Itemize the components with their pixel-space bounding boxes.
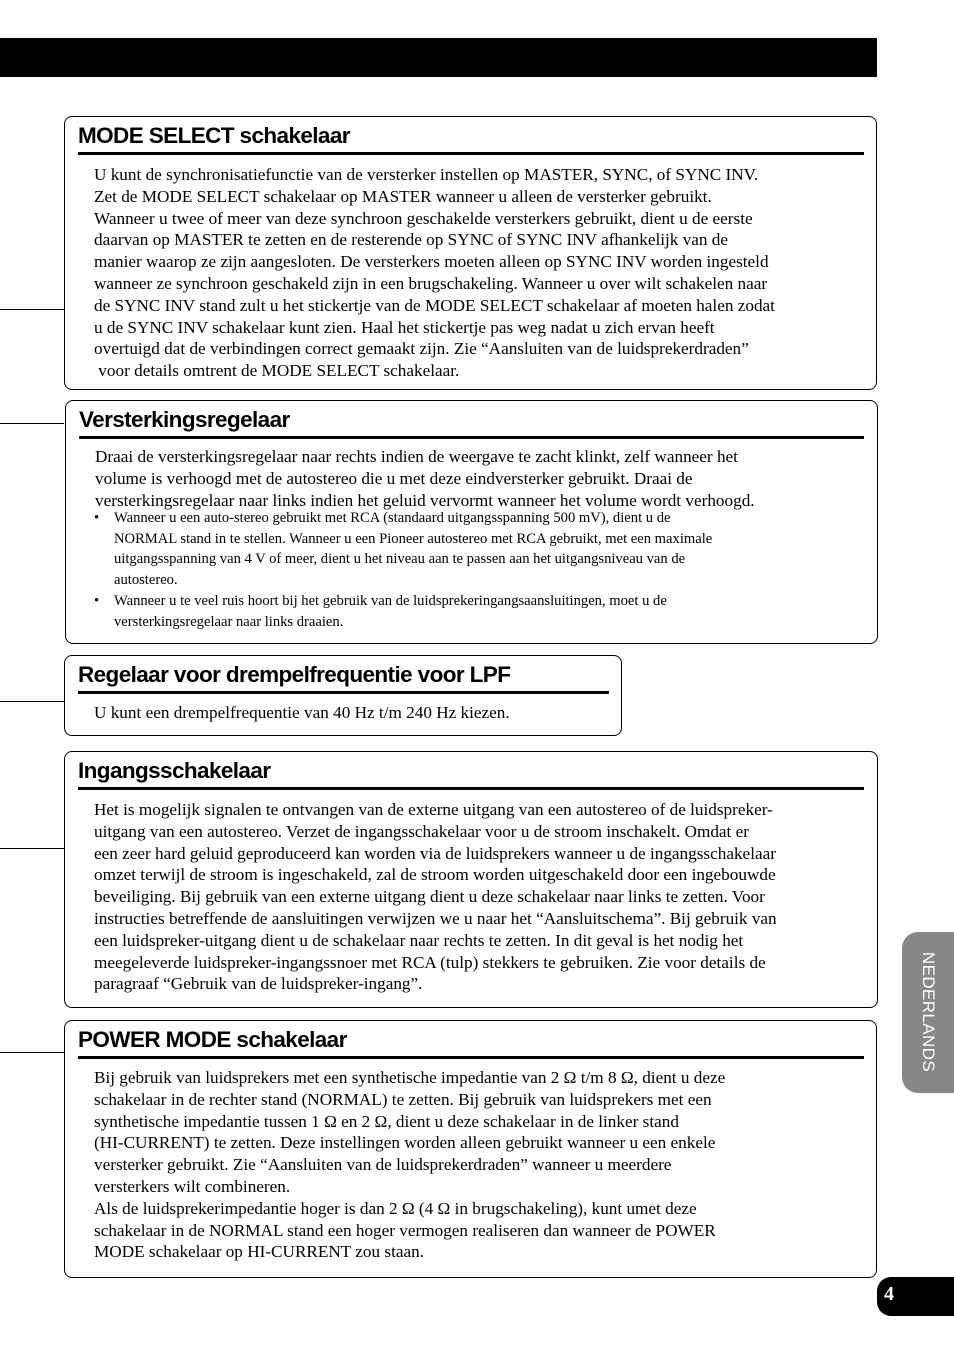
bullet-line: uitgangsspanning van 4 V of meer, dient u het niveau aan te passen aan het uitgangsniveau van de [114, 551, 686, 568]
margin-rule [0, 423, 64, 424]
body-line: daarvan op MASTER te zetten en de resterende op SYNC of SYNC INV afhankelijk van de [94, 230, 729, 250]
body-line: versterkingsregelaar naar links indien het geluid vervormt wanneer het volume wordt verhoogd. [95, 490, 755, 510]
bullet-line: versterkingsregelaar naar links draaien. [114, 613, 344, 630]
section-body [94, 702, 510, 724]
margin-rule [0, 309, 64, 310]
bullet-line: autostereo. [114, 572, 178, 589]
section-body [94, 799, 777, 995]
bullet-item [94, 508, 712, 591]
bullet-line: NORMAL stand in te stellen. Wanneer u een Pioneer autostereo met RCA gebruikt, met een maximale [114, 530, 713, 547]
body-line: de SYNC INV stand zult u het stickertje van de MODE SELECT schakelaar af moeten halen zodat [94, 295, 775, 315]
margin-rule [0, 848, 64, 849]
bullet-list [94, 508, 712, 632]
section-body [94, 164, 775, 382]
section-mode-select [64, 116, 877, 390]
body-line: overtuigd dat de verbindingen correct gemaakt zijn. Zie “Aansluiten van de luidsprekerdraden” [94, 339, 749, 359]
section-lpf [64, 655, 622, 736]
body-line: omzet terwijl de stroom is ingeschakeld, zal de stroom worden uitgeschakeld door een ingebouwde [94, 865, 776, 885]
body-line: een zeer hard geluid geproduceerd kan worden via de luidsprekers wanneer u de ingangsschakelaar [94, 843, 776, 863]
section-body [95, 446, 755, 511]
section-title: Versterkingsregelaar [79, 406, 864, 439]
body-line: wanneer ze synchroon geschakeld zijn in een brugschakeling. Wanneer u over wilt schakelen naar [94, 273, 768, 293]
bullet-item [94, 591, 712, 632]
section-input-switch [64, 751, 878, 1008]
body-line: een luidspreker-uitgang dient u de schakelaar naar rechts te zetten. In dit geval is het nodig het [94, 930, 744, 950]
page-number: 4 [884, 1283, 894, 1305]
bullet-symbol: • [94, 592, 100, 609]
bullet-line: Wanneer u een auto-stereo gebruikt met RCA (standaard uitgangsspanning 500 mV), dient u de [114, 510, 671, 526]
body-line: volume is verhoogd met de autostereo die u met deze eindversterker gebruikt. Draai de [95, 468, 693, 488]
section-gain-control [65, 400, 878, 644]
header-bar [0, 38, 877, 77]
body-line: uitgang van een autostereo. Verzet de ingangsschakelaar voor u de stroom inschakelt. Omdat er [94, 821, 749, 841]
body-line: Zet de MODE SELECT schakelaar op MASTER wanneer u alleen de versterker gebruikt. [94, 186, 712, 206]
body-line: schakelaar in de rechter stand (NORMAL) te zetten. Bij gebruik van luidsprekers met een [94, 1089, 712, 1109]
body-line: schakelaar in de NORMAL stand een hoger vermogen realiseren dan wanneer de POWER [94, 1220, 716, 1240]
body-line: Als de luidsprekerimpedantie hoger is dan 2 Ω (4 Ω in brugschakeling), kunt umet deze [94, 1198, 697, 1218]
bullet-line: Wanneer u te veel ruis hoort bij het gebruik van de luidsprekeringangsaansluitingen, moet u de [114, 592, 667, 609]
body-line: manier waarop ze zijn aangesloten. De versterkers moeten alleen op SYNC INV worden ingesteld [94, 252, 769, 272]
body-line: beveiliging. Bij gebruik van een externe uitgang dient u deze schakelaar naar links te zetten. Voor [94, 887, 765, 907]
section-title: POWER MODE schakelaar [78, 1026, 864, 1059]
body-line: Bij gebruik van luidsprekers met een synthetische impedantie van 2 Ω t/m 8 Ω, dient u deze [94, 1068, 726, 1087]
body-line: versterkers wilt combineren. [94, 1176, 291, 1196]
body-line: synthetische impedantie tussen 1 Ω en 2 Ω, dient u deze schakelaar in de linker stand [94, 1111, 679, 1131]
body-line: (HI-CURRENT) te zetten. Deze instellingen worden alleen gebruikt wanneer u een enkele [94, 1133, 716, 1153]
body-line: U kunt de synchronisatiefunctie van de versterker instellen op MASTER, SYNC, of SYNC INV. [94, 165, 759, 184]
body-line: versterker gebruikt. Zie “Aansluiten van de luidsprekerdraden” wanneer u meerdere [94, 1155, 672, 1175]
body-line: u de SYNC INV schakelaar kunt zien. Haal het stickertje pas weg nadat u zich ervan heeft [94, 317, 715, 337]
body-line: instructies betreffende de aansluitingen verwijzen we u naar het “Aansluitschema”. Bij gebruik van [94, 908, 777, 928]
section-title: Regelaar voor drempelfrequentie voor LPF [78, 661, 609, 694]
margin-rule [0, 1052, 64, 1053]
section-power-mode [64, 1020, 877, 1278]
body-line: Wanneer u twee of meer van deze synchroon geschakelde versterkers gebruikt, dient u de eerste [94, 208, 753, 228]
body-line: U kunt een drempelfrequentie van 40 Hz t/m 240 Hz kiezen. [94, 703, 510, 722]
body-line: meegeleverde luidspreker-ingangssnoer met RCA (tulp) stekkers te gebruiken. Zie voor details de [94, 952, 766, 972]
language-label: NEDERLANDS [919, 951, 938, 1073]
body-line: voor details omtrent de MODE SELECT schakelaar. [94, 361, 460, 381]
body-line: Het is mogelijk signalen te ontvangen van de externe uitgang van een autostereo of de luidspreker- [94, 800, 773, 819]
body-line: Draai de versterkingsregelaar naar rechts indien de weergave te zacht klinkt, zelf wanneer het [95, 447, 738, 466]
language-tab [902, 932, 954, 1093]
body-line: MODE schakelaar op HI-CURRENT zou staan. [94, 1242, 424, 1262]
page-number-tab [877, 1277, 954, 1316]
body-line: paragraaf “Gebruik van de luidspreker-ingang”. [94, 974, 423, 994]
margin-rule [0, 701, 64, 702]
section-title: MODE SELECT schakelaar [78, 122, 864, 155]
bullet-symbol: • [94, 510, 100, 526]
section-body [94, 1067, 725, 1263]
section-title: Ingangsschakelaar [78, 757, 864, 790]
